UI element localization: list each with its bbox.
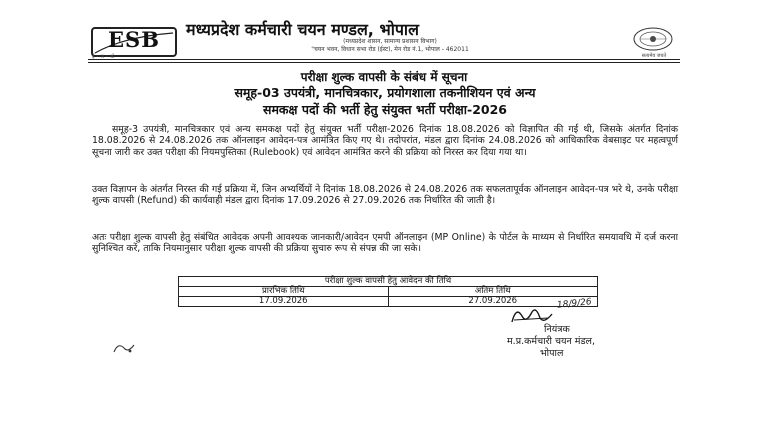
header-divider-top: [88, 59, 680, 60]
dispatch-mark-icon: [112, 340, 138, 356]
state-emblem-icon: [632, 26, 674, 52]
emblem-motto: सत्यमेव जयते: [641, 53, 667, 59]
logo-subtext: ई • स • बो: [92, 54, 115, 60]
notice-title: परीक्षा शुल्क वापसी के संबंध में सूचना: [300, 70, 468, 84]
paragraph-2: उक्त विज्ञापन के अंतर्गत निरस्त की गई प्रक्रिया में, जिन अभ्यर्थियों ने दिनांक 18.08.2026 से 24.08.2026 तक सफलतापूर्वक ऑनलाइन आवेदन-पत्र भरे थे, उनके परीक्षा शुल्क वापसी (Refund) की कार्यवाही मंडल द्वारा दिनांक 17.09.2026 से 27.09.2026 तक निर्धारित की जाती है।: [92, 184, 678, 207]
organization-subtitle-line-1: (मध्यप्रदेश शासन, सामान्य प्रशासन विभाग): [343, 38, 437, 45]
notice-subject: [150, 84, 620, 118]
paragraph-1: समूह-3 उपयंत्री, मानचित्रकार एवं अन्य समकक्ष पदों हेतु संयुक्त भर्ती परीक्षा-2026 दिनांक 18.08.2026 को विज्ञापित की गई थी, जिसके अंतर्गत दिनांक 18.08.2026 से 24.08.2026 तक ऑनलाइन आवेदन-पत्र आमंत्रित किए गए थे। तदोपरांत, मंडल द्वारा दिनांक 24.08.2026 को आधिकारिक वेबसाइट पर महत्वपूर्ण सूचना जारी कर उक्त परीक्षा की नियमपुस्तिका (Rulebook) एवं आवेदन आमंत्रित करने की प्रक्रिया को निरस्त कर दिया गया था।: [92, 124, 678, 158]
table-row: [179, 287, 598, 297]
end-date-label: अंतिम तिथि: [388, 287, 598, 297]
start-date-value: 17.09.2026: [179, 297, 389, 307]
table-caption: परीक्षा शुल्क वापसी हेतु आवेदन की तिथि: [179, 277, 598, 287]
subject-line-2: समकक्ष पदों की भर्ती हेतु संयुक्त भर्ती परीक्षा-2026: [263, 102, 507, 117]
signatory-designation: नियंत्रक: [544, 324, 570, 335]
table-row: [179, 277, 598, 287]
end-date-value: 27.09.2026: [388, 297, 598, 307]
header-divider-bottom: [88, 62, 680, 63]
organization-subtitle: [230, 38, 550, 54]
organization-name: मध्यप्रदेश कर्मचारी चयन मण्डल, भोपाल: [186, 20, 419, 39]
paragraph-3: अतः परीक्षा शुल्क वापसी हेतु संबंधित आवेदक अपनी आवश्यक जानकारी/आवेदन एमपी ऑनलाइन (MP Online) के पोर्टल के माध्यम से निर्धारित समयावधि में दर्ज करना सुनिश्चित करें, ताकि नियमानुसार परीक्षा शुल्क वापसी की प्रक्रिया सुचारु रूप से संपन्न की जा सके।: [92, 232, 678, 255]
signatory-organization: म.प्र.कर्मचारी चयन मंडल,: [507, 336, 596, 347]
subject-line-1: समूह-03 उपयंत्री, मानचित्रकार, प्रयोगशाला तकनीशियन एवं अन्य: [234, 85, 536, 100]
organization-address: "चयन भवन, विधान सभा रोड (ईस्ट), मेन रोड नं.1, भोपाल - 462011: [311, 46, 469, 53]
signatory-city: भोपाल: [540, 348, 564, 359]
start-date-label: प्रारंभिक तिथि: [179, 287, 389, 297]
signature-date: 18/9/26: [556, 297, 593, 311]
logo-text: ESB: [108, 27, 160, 52]
esb-logo: [91, 27, 177, 57]
